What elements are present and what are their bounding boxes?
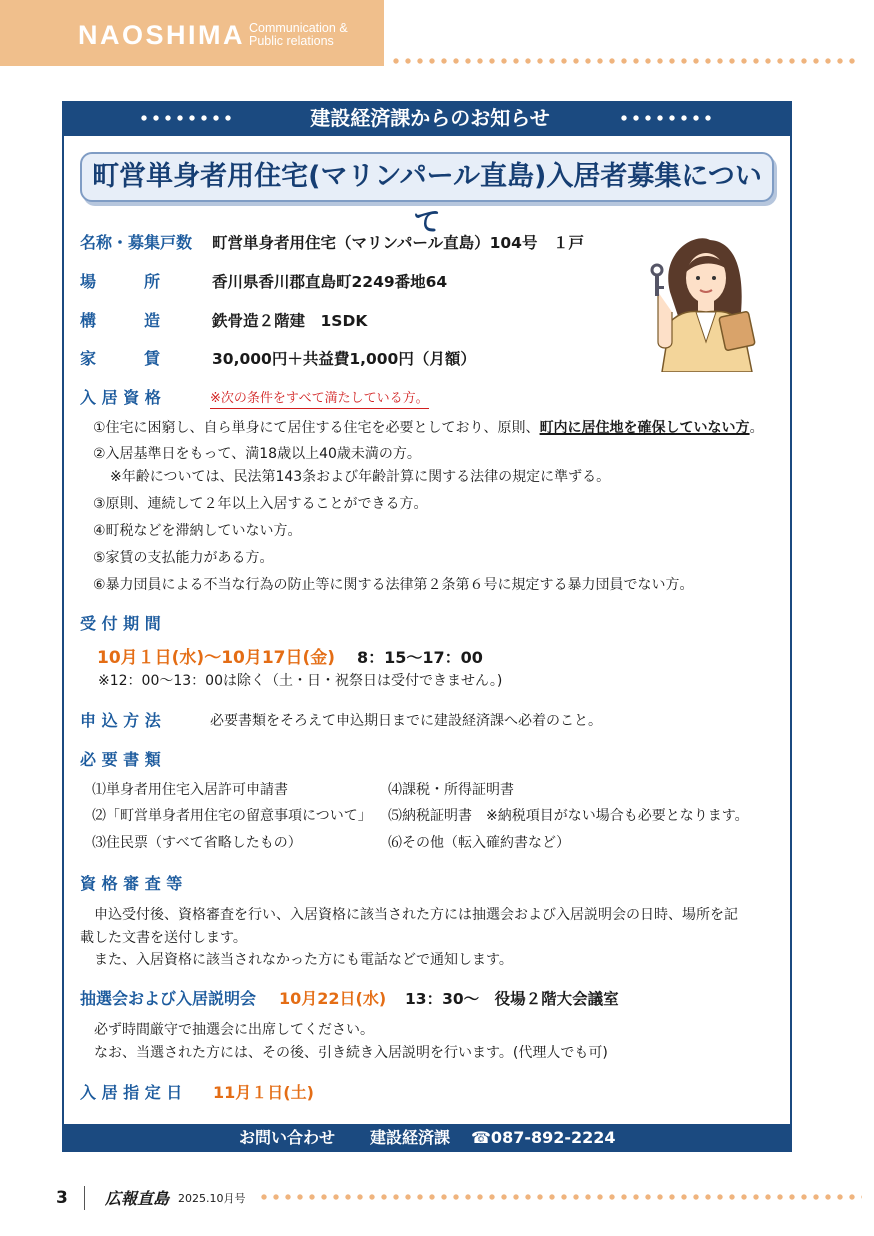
footer-divider <box>84 1186 85 1210</box>
reception-note: ※12：00～13：00は除く（土・日・祝祭日は受付できません。) <box>98 673 503 689</box>
move-in-date: 11月１日(土) <box>213 1083 314 1102</box>
document-item: ⑸納税証明書 ※納税項目がない場合も必要となります。 <box>388 808 749 824</box>
detail-label-location: 場 所 <box>80 272 161 291</box>
qualification-item-1 <box>93 418 764 438</box>
header-dots-left <box>138 110 234 126</box>
item1-end: 。 <box>749 420 764 436</box>
issue-date: 2025.10月号 <box>178 1192 246 1205</box>
contact-department: 建設経済課 <box>370 1128 451 1147</box>
application-text: 必要書類をそろえて申込期日までに建設経済課へ必着のこと。 <box>210 713 602 729</box>
qualification-item-2: ②入居基準日をもって、満18歳以上40歳未満の方。 <box>93 446 421 462</box>
lottery-line-1: 必ず時間厳守で抽選会に出席してください。 <box>94 1022 374 1038</box>
qualification-item-2-note: ※年齢については、民法第143条および年齢計算に関する法律の規定に準ずる。 <box>110 469 611 485</box>
dotted-divider <box>390 56 860 66</box>
item1-text: ①住宅に困窮し、自ら単身にて居住する住宅を必要としており、原則、 <box>93 420 540 436</box>
qualification-item-3: ③原則、連続して２年以上入居することができる方。 <box>93 496 428 512</box>
contact-label: お問い合わせ <box>239 1128 336 1147</box>
documents-label: 必 要 書 類 <box>80 750 161 769</box>
lottery-date: 10月22日(水) <box>279 989 387 1008</box>
reception-hours: 8：15～17：00 <box>357 648 483 667</box>
lottery-line-2: なお、当選された方には、その後、引き続き入居説明を行います。(代理人でも可) <box>94 1045 608 1061</box>
lottery-label: 抽選会および入居説明会 <box>80 989 257 1008</box>
brand-tagline <box>249 22 348 48</box>
detail-value-structure: 鉄骨造２階建 1SDK <box>212 312 368 330</box>
qualification-item-6: ⑥暴力団員による不当な行為の防止等に関する法律第２条第６号に規定する暴力団員でない方。 <box>93 577 694 593</box>
detail-label-name: 名称・募集戸数 <box>80 233 193 252</box>
document-item: ⑷課税・所得証明書 <box>388 782 514 798</box>
reception-period: 10月１日(水)～10月17日(金) <box>97 648 336 668</box>
reception-label: 受 付 期 間 <box>80 614 161 633</box>
detail-value-name: 町営単身者用住宅（マリンパール直島）104号 １戸 <box>212 234 584 252</box>
screening-line-3: また、入居資格に該当されなかった方にも電話などで通知します。 <box>94 952 513 968</box>
page-number: 3 <box>56 1188 68 1208</box>
detail-label-rent: 家 賃 <box>80 349 161 368</box>
screening-label: 資 格 審 査 等 <box>80 874 183 893</box>
screening-line-2: 載した文書を送付します。 <box>80 930 247 946</box>
qualification-note: ※次の条件をすべて満たしている方。 <box>210 390 429 409</box>
detail-label-structure: 構 造 <box>80 311 161 330</box>
document-item: ⑴単身者用住宅入居許可申請書 <box>92 782 288 798</box>
lottery-time-place: 13：30～ 役場２階大会議室 <box>405 990 619 1008</box>
dotted-divider <box>258 1192 862 1202</box>
item1-underlined: 町内に居住地を確保していない方 <box>539 420 750 436</box>
publication-logo: 広報直島 <box>105 1189 170 1208</box>
brand-name: NAOSHIMA <box>78 20 245 50</box>
tagline-line2: Public relations <box>249 34 334 48</box>
header-dots-right <box>618 110 714 126</box>
screening-line-1: 申込受付後、資格審査を行い、入居資格に該当された方には抽選会および入居説明会の日時、場所を記 <box>94 907 738 923</box>
detail-value-location: 香川県香川郡直島町2249番地64 <box>212 273 448 291</box>
qualification-label: 入 居 資 格 <box>80 388 161 407</box>
application-label: 申 込 方 法 <box>80 711 161 730</box>
section-title: 建設経済課からのお知らせ <box>310 106 550 130</box>
detail-value-rent: 30,000円＋共益費1,000円（月額） <box>212 350 476 368</box>
qualification-item-5: ⑤家賃の支払能力がある方。 <box>93 550 274 566</box>
main-title: 町営単身者用住宅(マリンパール直島)入居者募集について <box>80 152 774 202</box>
contact-phone: ☎087-892-2224 <box>471 1128 616 1147</box>
woman-with-key-illustration <box>640 232 768 372</box>
move-in-label: 入 居 指 定 日 <box>80 1083 183 1102</box>
tagline-line1: Communication & <box>249 21 348 35</box>
document-item: ⑹その他（転入確約書など） <box>388 835 570 851</box>
qualification-item-4: ④町税などを滞納していない方。 <box>93 523 302 539</box>
document-item: ⑵「町営単身者用住宅の留意事項について」 <box>92 808 372 824</box>
document-item: ⑶住民票（すべて省略したもの） <box>92 835 302 851</box>
